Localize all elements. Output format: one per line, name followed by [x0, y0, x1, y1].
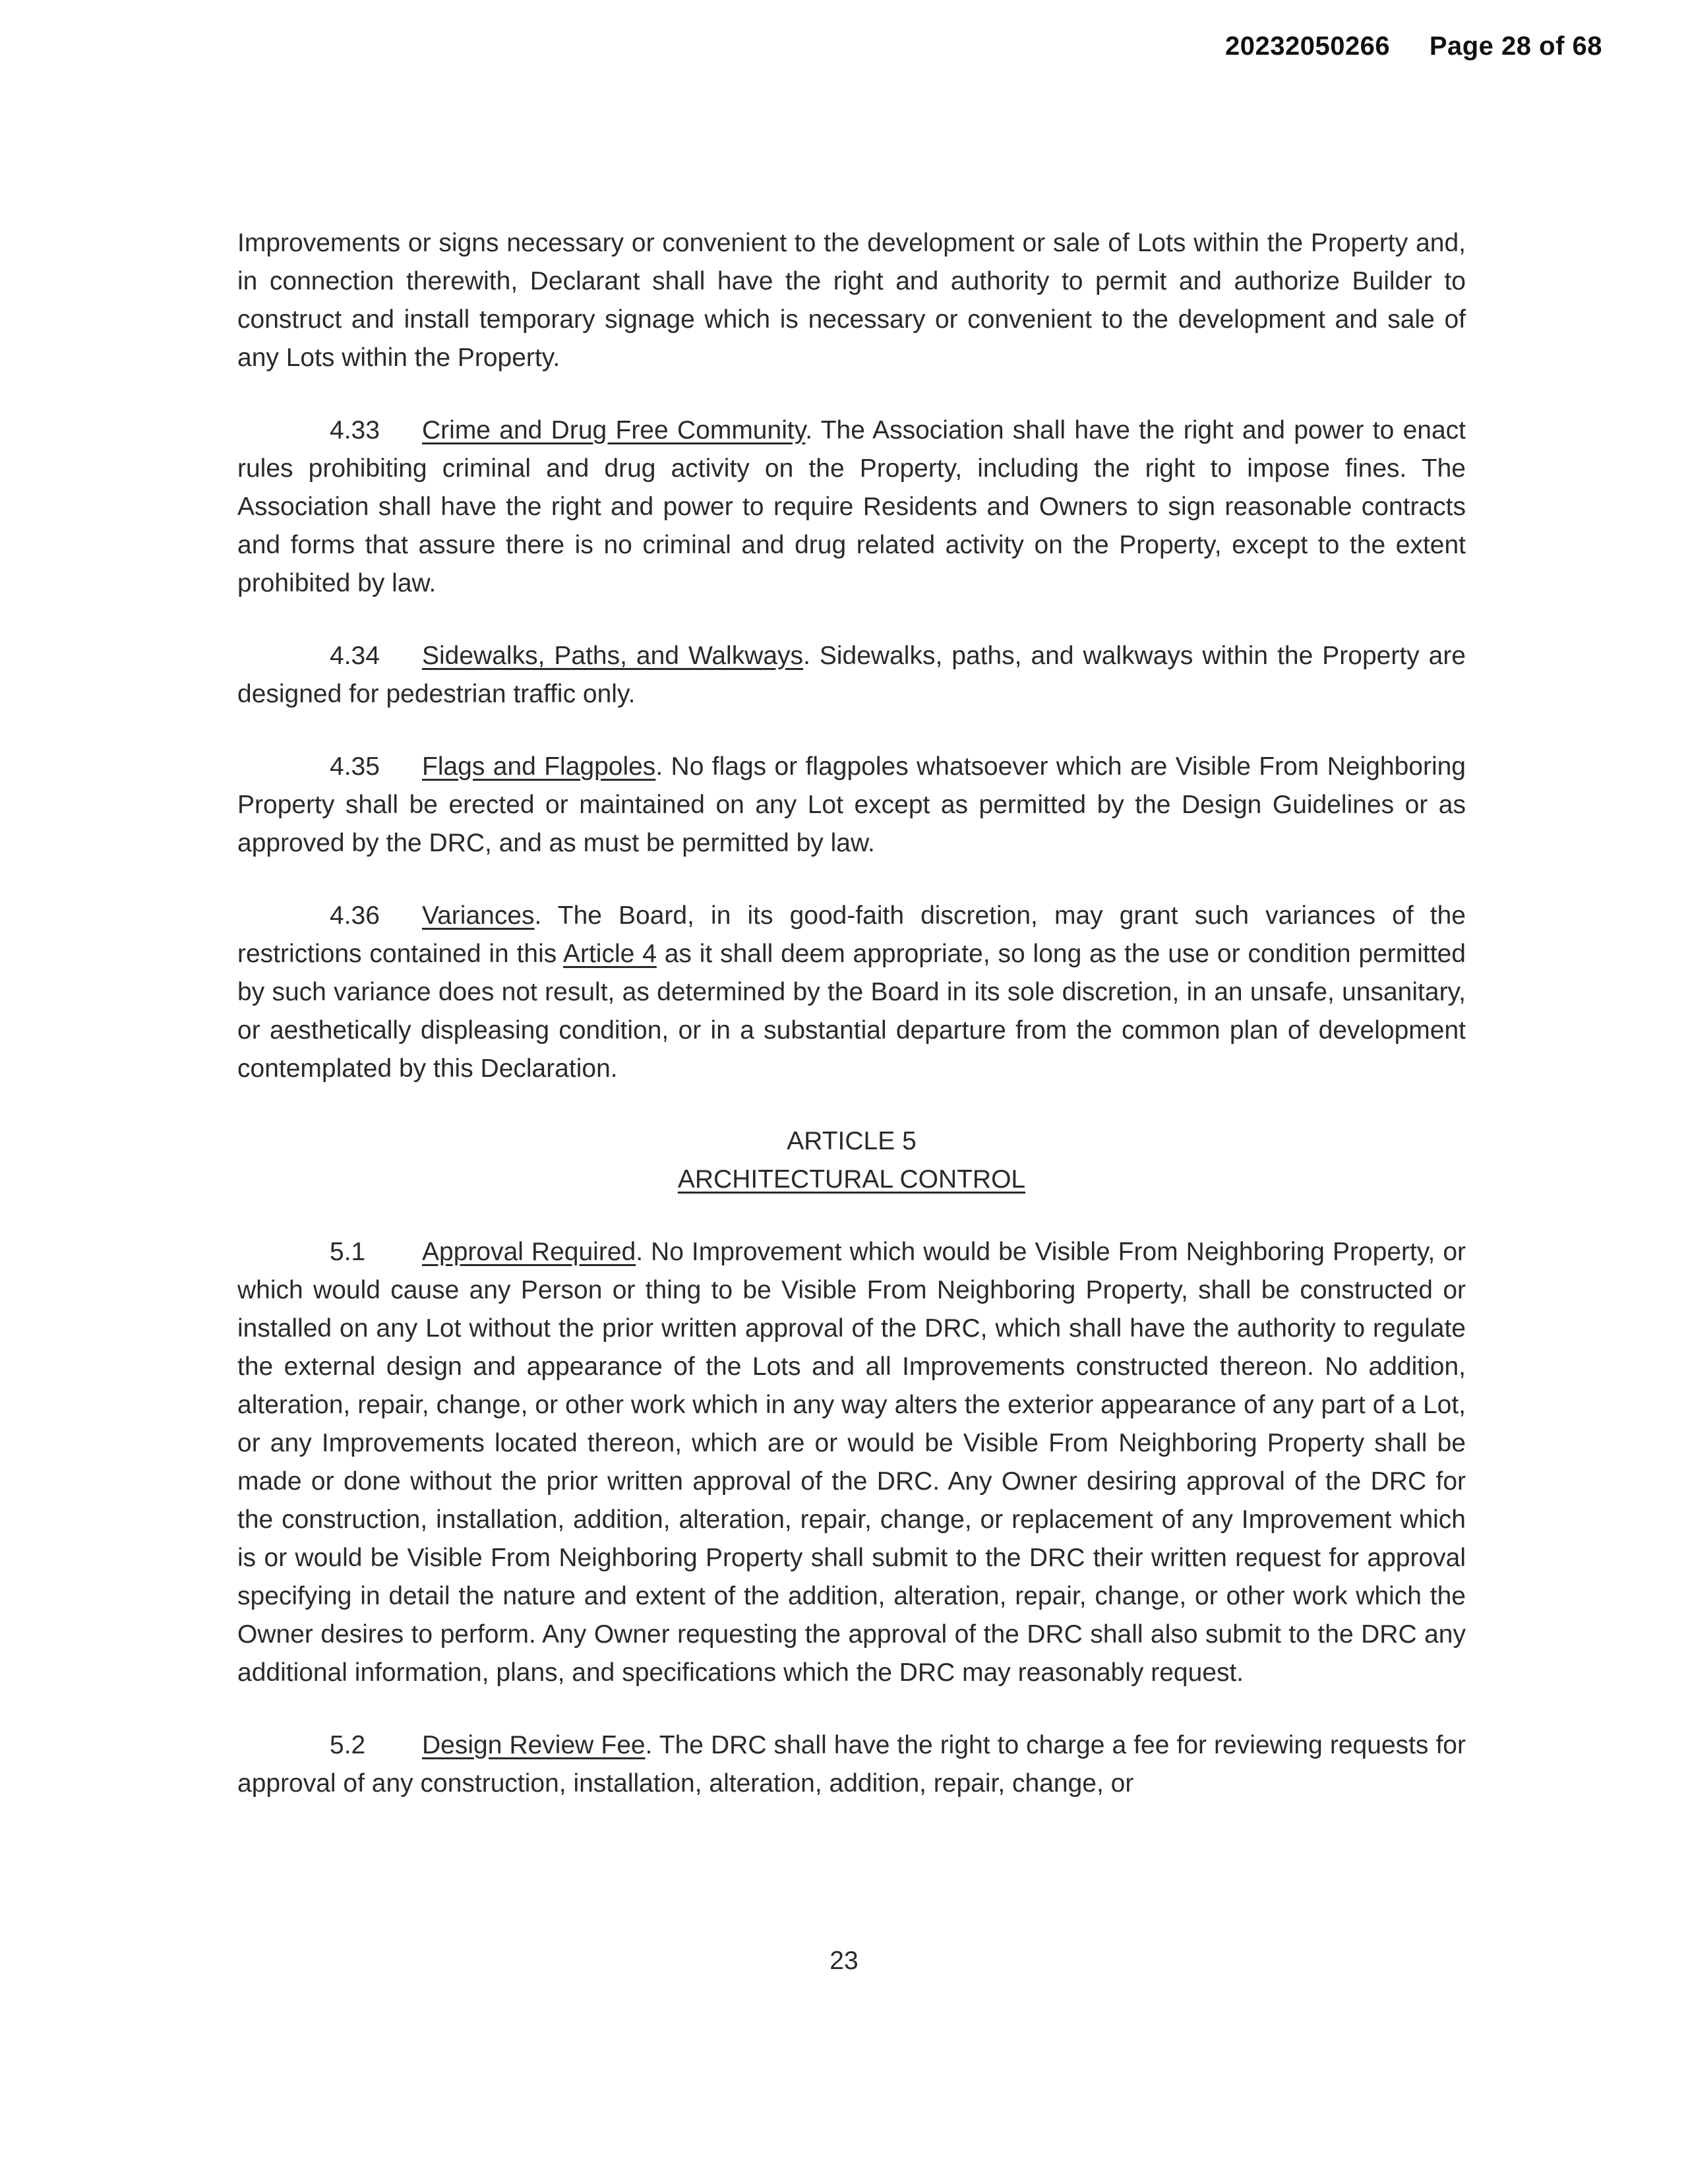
document-body	[237, 224, 1466, 1837]
section-title: Flags and Flagpoles	[422, 752, 656, 781]
section-text: . No Improvement which would be Visible From Neighboring Property, or which would cause any Person or thing to be Visible From Neighboring Property, shall be constructed or installed on any Lot without the prior written approval of the DRC, which shall have the authority to regulate the external design and appearance of the Lots and all Improvements constructed thereon. No addition, alteration, repair, change, or other work which in any way alters the exterior appearance of any part of a Lot, or any Improvements located thereon, which are or would be Visible From Neighboring Property shall be made or done without the prior written approval of the DRC. Any Owner desiring approval of the DRC for the construction, installation, addition, alteration, repair, change, or replacement of any Improvement which is or would be Visible From Neighboring Property shall submit to the DRC their written request for approval specifying in detail the nature and extent of the addition, alteration, repair, change, or other work which the Owner desires to perform. Any Owner requesting the approval of the DRC shall also submit to the DRC any additional information, plans, and specifications which the DRC may reasonably request.	[237, 1238, 1466, 1687]
document-number: 20232050266	[1224, 32, 1391, 61]
section-text: . No flags or flagpoles whatsoever which are Visible From Neighboring Property shall be erected or maintained on any Lot except as permitted by the Design Guidelines or as approved by the DRC, and as must be permitted by law.	[237, 752, 1466, 857]
section-text: . The DRC shall have the right to charge a fee for reviewing requests for approval of any construction, installation, alteration, addition, repair, change, or	[237, 1731, 1466, 1798]
section-number: 4.36	[330, 901, 380, 930]
paragraph-continuation	[237, 224, 1466, 377]
section-text: . The Board, in its good-faith discretion, may grant such variances of the restrictions contained in this	[237, 901, 1466, 968]
section-title: Design Review Fee	[422, 1731, 646, 1759]
section-number: 4.35	[330, 752, 380, 781]
article-heading	[237, 1122, 1466, 1199]
article-title: ARCHITECTURAL CONTROL	[677, 1165, 1026, 1194]
section-number: 5.2	[330, 1731, 366, 1759]
section-number: 5.1	[330, 1238, 366, 1266]
section-title: Variances	[422, 901, 535, 930]
section-4-33	[237, 411, 1466, 603]
section-title: Approval Required	[422, 1238, 636, 1266]
section-title: Crime and Drug Free Community	[422, 416, 806, 444]
paragraph-text: Improvements or signs necessary or convenient to the development or sale of Lots within the Property and, in connection therewith, Declarant shall have the right and authority to permit and authorize Builder to construct and install temporary signage which is necessary or convenient to the development and sale of any Lots within the Property.	[237, 229, 1466, 372]
section-title: Sidewalks, Paths, and Walkways	[422, 642, 804, 670]
section-number: 4.34	[330, 642, 380, 670]
page-number: 23	[829, 1947, 859, 1975]
section-4-36	[237, 897, 1466, 1088]
article-reference: Article 4	[562, 940, 657, 968]
page-header	[1225, 32, 1602, 61]
section-4-34	[237, 637, 1466, 713]
section-number: 4.33	[330, 416, 380, 444]
article-label: ARTICLE 5	[787, 1127, 917, 1155]
section-5-1	[237, 1233, 1466, 1692]
section-5-2	[237, 1726, 1466, 1803]
section-text: as it shall deem appropriate, so long as the use or condition permitted by such variance does not result, as determined by the Board in its sole discretion, in an unsafe, unsanitary, or aesthetically displeasing condition, or in a substantial departure from the common plan of development contemplated by this Declaration.	[237, 940, 1466, 1083]
page-info: Page 28 of 68	[1429, 32, 1602, 61]
section-text: . Sidewalks, paths, and walkways within the Property are designed for pedestrian traffic only.	[237, 642, 1466, 708]
section-4-35	[237, 748, 1466, 863]
section-text: . The Association shall have the right and power to enact rules prohibiting criminal and drug activity on the Property, including the right to impose fines. The Association shall have the right and power to require Residents and Owners to sign reasonable contracts and forms that assure there is no criminal and drug related activity on the Property, except to the extent prohibited by law.	[237, 416, 1466, 597]
